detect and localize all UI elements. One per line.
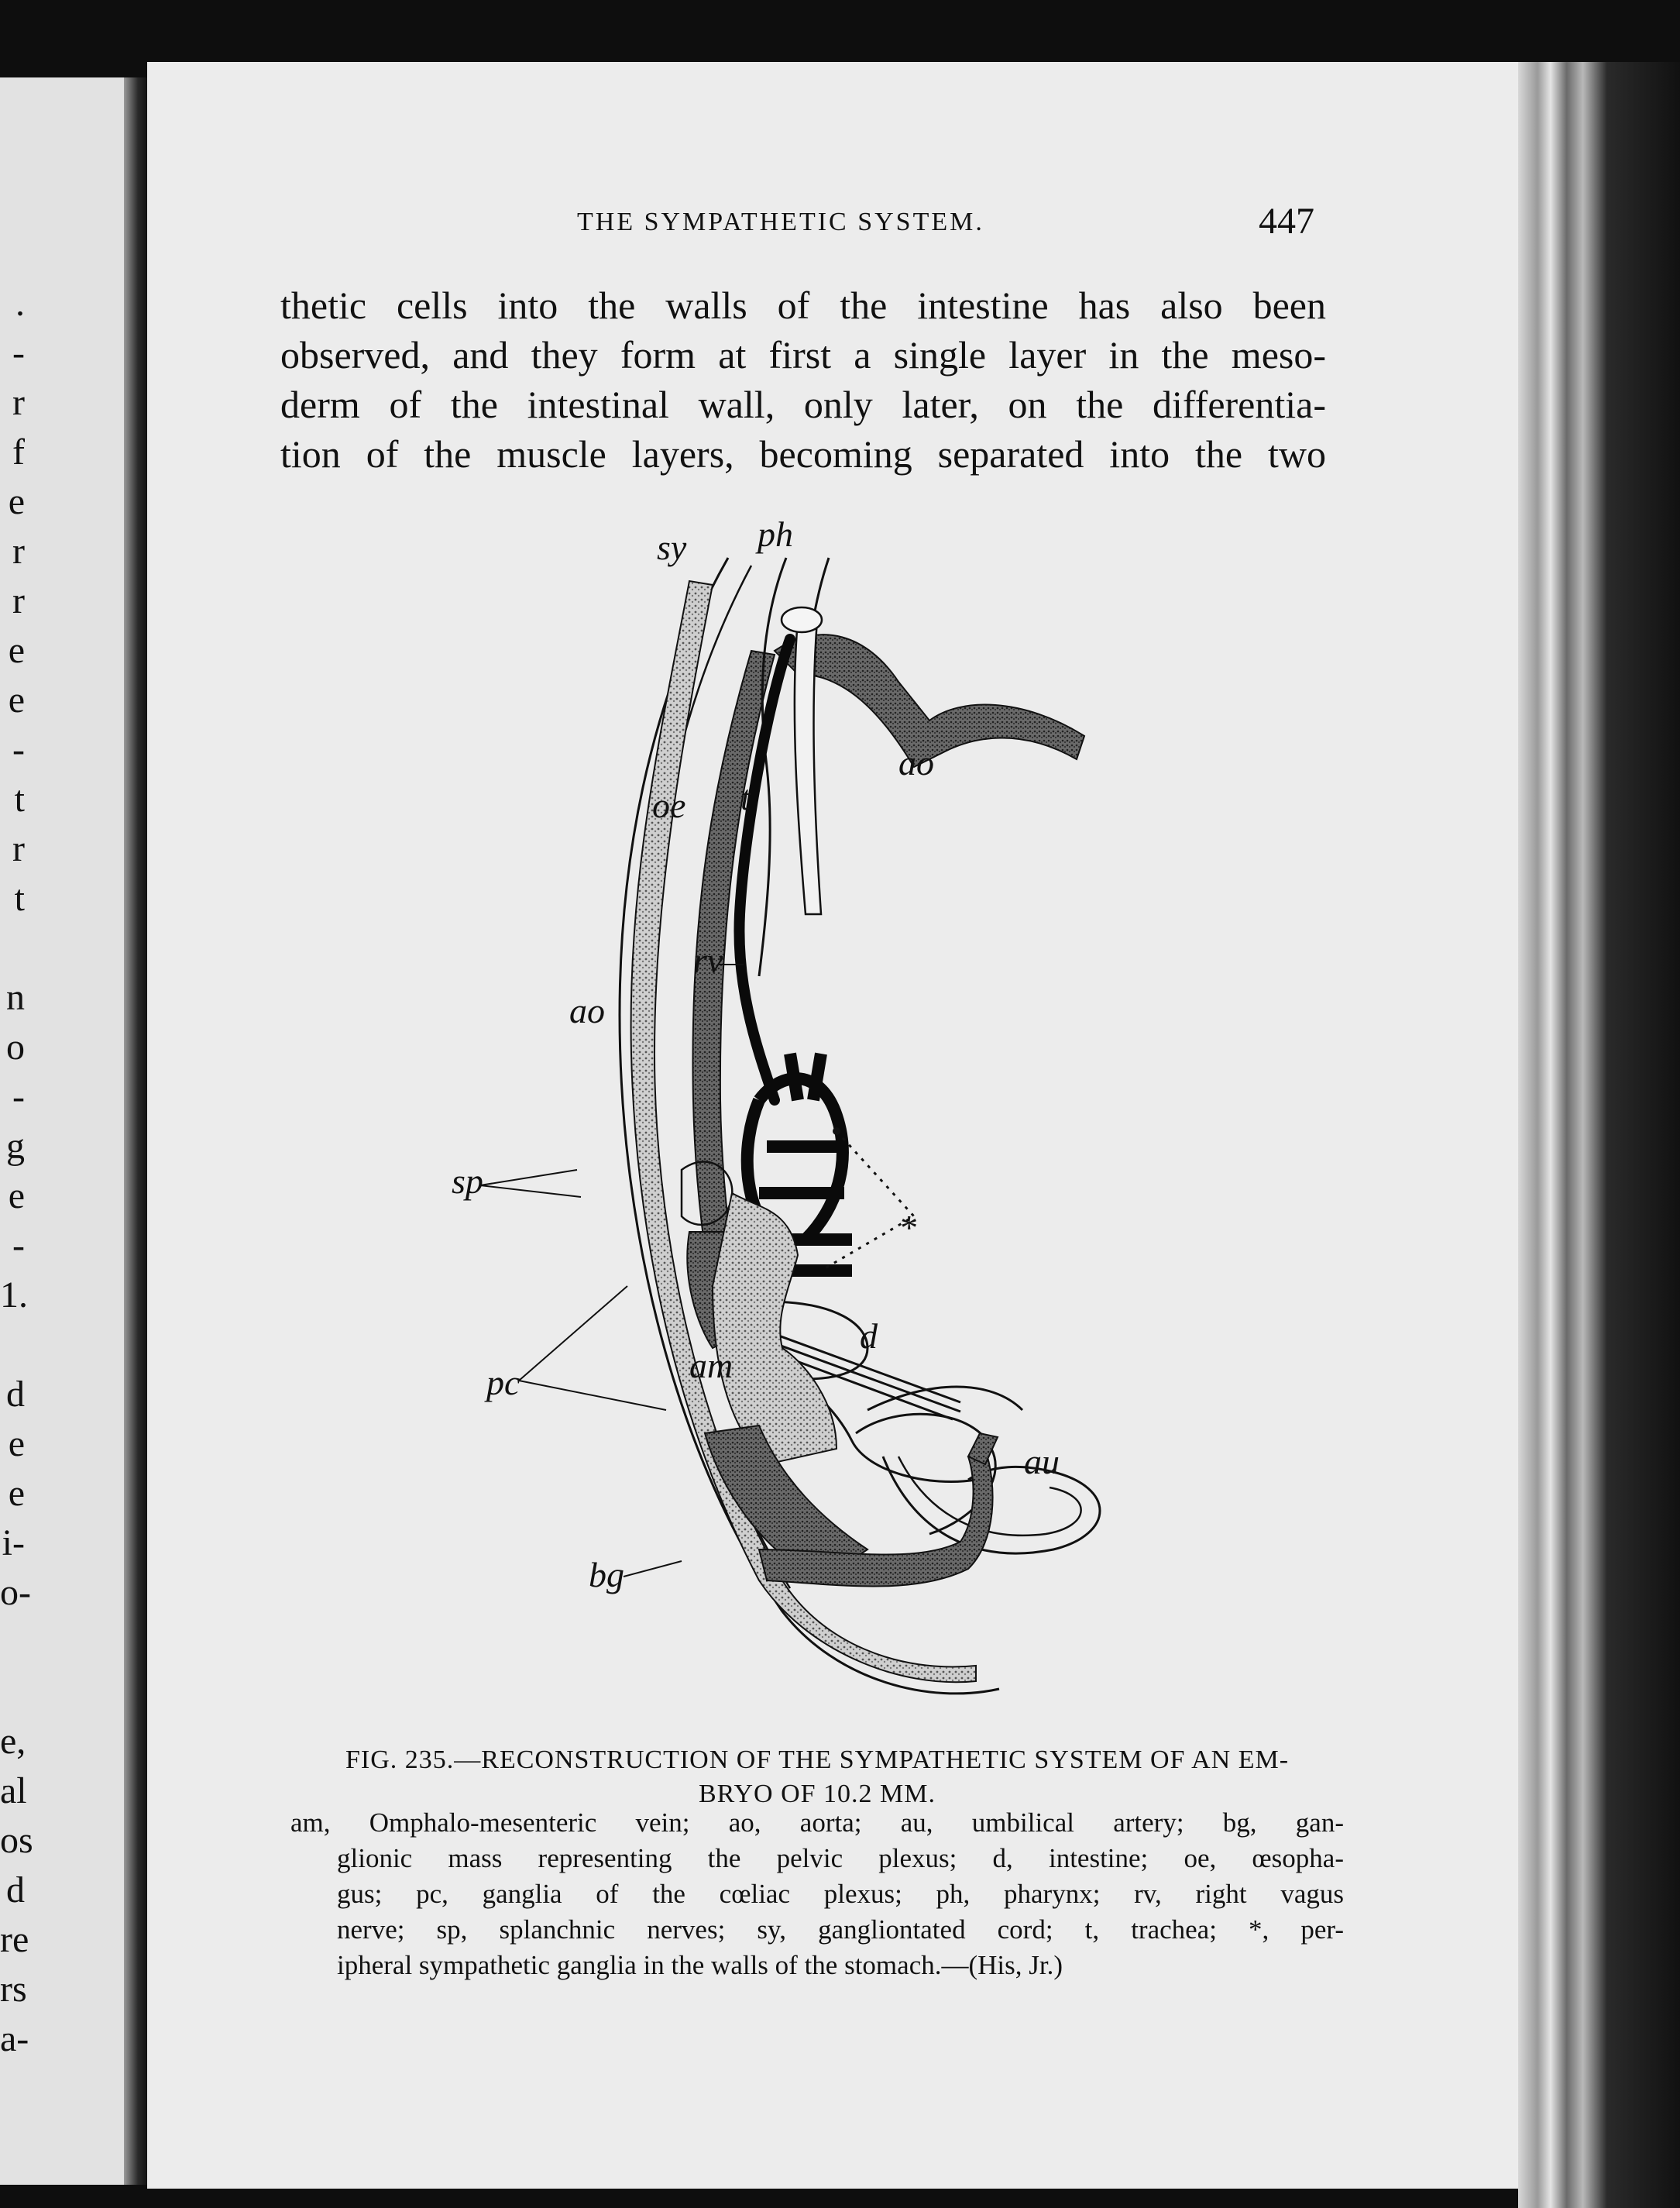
label-t: t bbox=[740, 778, 751, 817]
margin-fragment: e, bbox=[0, 1721, 26, 1762]
margin-fragment: t bbox=[14, 779, 25, 820]
margin-fragment: - bbox=[12, 1225, 25, 1266]
label-star: * bbox=[898, 1208, 916, 1247]
margin-fragment: - bbox=[12, 1076, 25, 1117]
caption-line: gus; pc, ganglia of the cœliac plexus; ph, pharynx; rv, right vagus bbox=[337, 1879, 1344, 1909]
margin-fragment: o- bbox=[0, 1572, 31, 1613]
margin-fragment: r bbox=[12, 580, 25, 621]
body-line: derm of the intestinal wall, only later, on the differentia- bbox=[280, 383, 1326, 426]
label-ph: ph bbox=[758, 514, 793, 554]
margin-fragment: e bbox=[8, 630, 25, 671]
figure-caption-legend bbox=[290, 1805, 1344, 1983]
margin-fragment: os bbox=[0, 1820, 33, 1861]
label-sp: sp bbox=[452, 1161, 483, 1201]
margin-fragment: g bbox=[6, 1126, 25, 1167]
body-line: tion of the muscle layers, becoming separated into the two bbox=[280, 432, 1326, 476]
margin-fragment: o bbox=[6, 1027, 25, 1068]
margin-fragment: e bbox=[8, 481, 25, 522]
margin-fragment: re bbox=[0, 1919, 29, 1960]
label-pc: pc bbox=[486, 1363, 520, 1402]
margin-fragment bbox=[0, 1667, 25, 1717]
margin-fragment: 1. bbox=[0, 1274, 28, 1316]
margin-fragment: r bbox=[12, 531, 25, 572]
label-sy: sy bbox=[657, 528, 687, 567]
margin-fragment: i- bbox=[2, 1522, 25, 1563]
label-ao-descending: ao bbox=[569, 991, 605, 1030]
caption-line: nerve; sp, splanchnic nerves; sy, gangliontated cord; t, trachea; *, per- bbox=[337, 1914, 1344, 1945]
margin-fragment: d bbox=[6, 1869, 25, 1911]
margin-fragment: rs bbox=[0, 1969, 27, 2010]
running-head: THE SYMPATHETIC SYSTEM. bbox=[577, 208, 984, 236]
label-au: au bbox=[1024, 1442, 1060, 1481]
margin-fragment: e bbox=[8, 1473, 25, 1514]
margin-fragment: e bbox=[8, 1423, 25, 1464]
margin-fragment bbox=[0, 1320, 25, 1370]
margin-fragment: e bbox=[8, 679, 25, 721]
page-number: 447 bbox=[1259, 201, 1314, 242]
margin-fragment: f bbox=[12, 432, 25, 473]
label-d: d bbox=[860, 1316, 878, 1356]
caption-line: ipheral sympathetic ganglia in the walls of the stomach.—(His, Jr.) bbox=[337, 1950, 1063, 1980]
margin-fragment: e bbox=[8, 1175, 25, 1216]
label-bg: bg bbox=[589, 1555, 624, 1594]
caption-title-line: FIG. 235.—RECONSTRUCTION OF THE SYMPATHETIC SYSTEM OF AN EM- bbox=[345, 1745, 1290, 1774]
embryo-sympathetic-illustration bbox=[434, 511, 1208, 1728]
caption-title-line: BRYO OF 10.2 MM. bbox=[698, 1780, 936, 1808]
trachea-opening bbox=[782, 607, 822, 632]
figure-caption-title bbox=[290, 1743, 1344, 1811]
page-edge-stack bbox=[1518, 62, 1680, 2208]
margin-fragment: d bbox=[6, 1374, 25, 1415]
margin-fragment: t bbox=[14, 878, 25, 919]
previous-page-margin-text bbox=[0, 279, 33, 2064]
label-oe: oe bbox=[652, 786, 686, 825]
body-line: observed, and they form at first a single layer in the meso- bbox=[280, 333, 1326, 377]
body-line: thetic cells into the walls of the intestine has also been bbox=[280, 284, 1326, 327]
margin-fragment: - bbox=[12, 729, 25, 770]
caption-line: glionic mass representing the pelvic plexus; d, intestine; oe, œsopha- bbox=[337, 1843, 1344, 1873]
margin-fragment: r bbox=[12, 828, 25, 869]
label-ao-arch: ao bbox=[898, 743, 934, 782]
margin-fragment: n bbox=[6, 977, 25, 1018]
caption-line: am, Omphalo-mesenteric vein; ao, aorta; au, umbilical artery; bg, gan- bbox=[290, 1807, 1344, 1838]
label-am: am bbox=[689, 1346, 733, 1385]
margin-fragment: al bbox=[0, 1770, 27, 1811]
label-rv: rv bbox=[693, 941, 723, 980]
margin-fragment: - bbox=[12, 332, 25, 373]
margin-fragment bbox=[0, 923, 25, 973]
margin-fragment: . bbox=[15, 283, 25, 324]
body-paragraph bbox=[280, 280, 1326, 479]
margin-fragment: a- bbox=[0, 2018, 29, 2059]
margin-fragment: r bbox=[12, 382, 25, 423]
margin-fragment bbox=[0, 1618, 25, 1667]
book-gutter bbox=[124, 77, 147, 2185]
